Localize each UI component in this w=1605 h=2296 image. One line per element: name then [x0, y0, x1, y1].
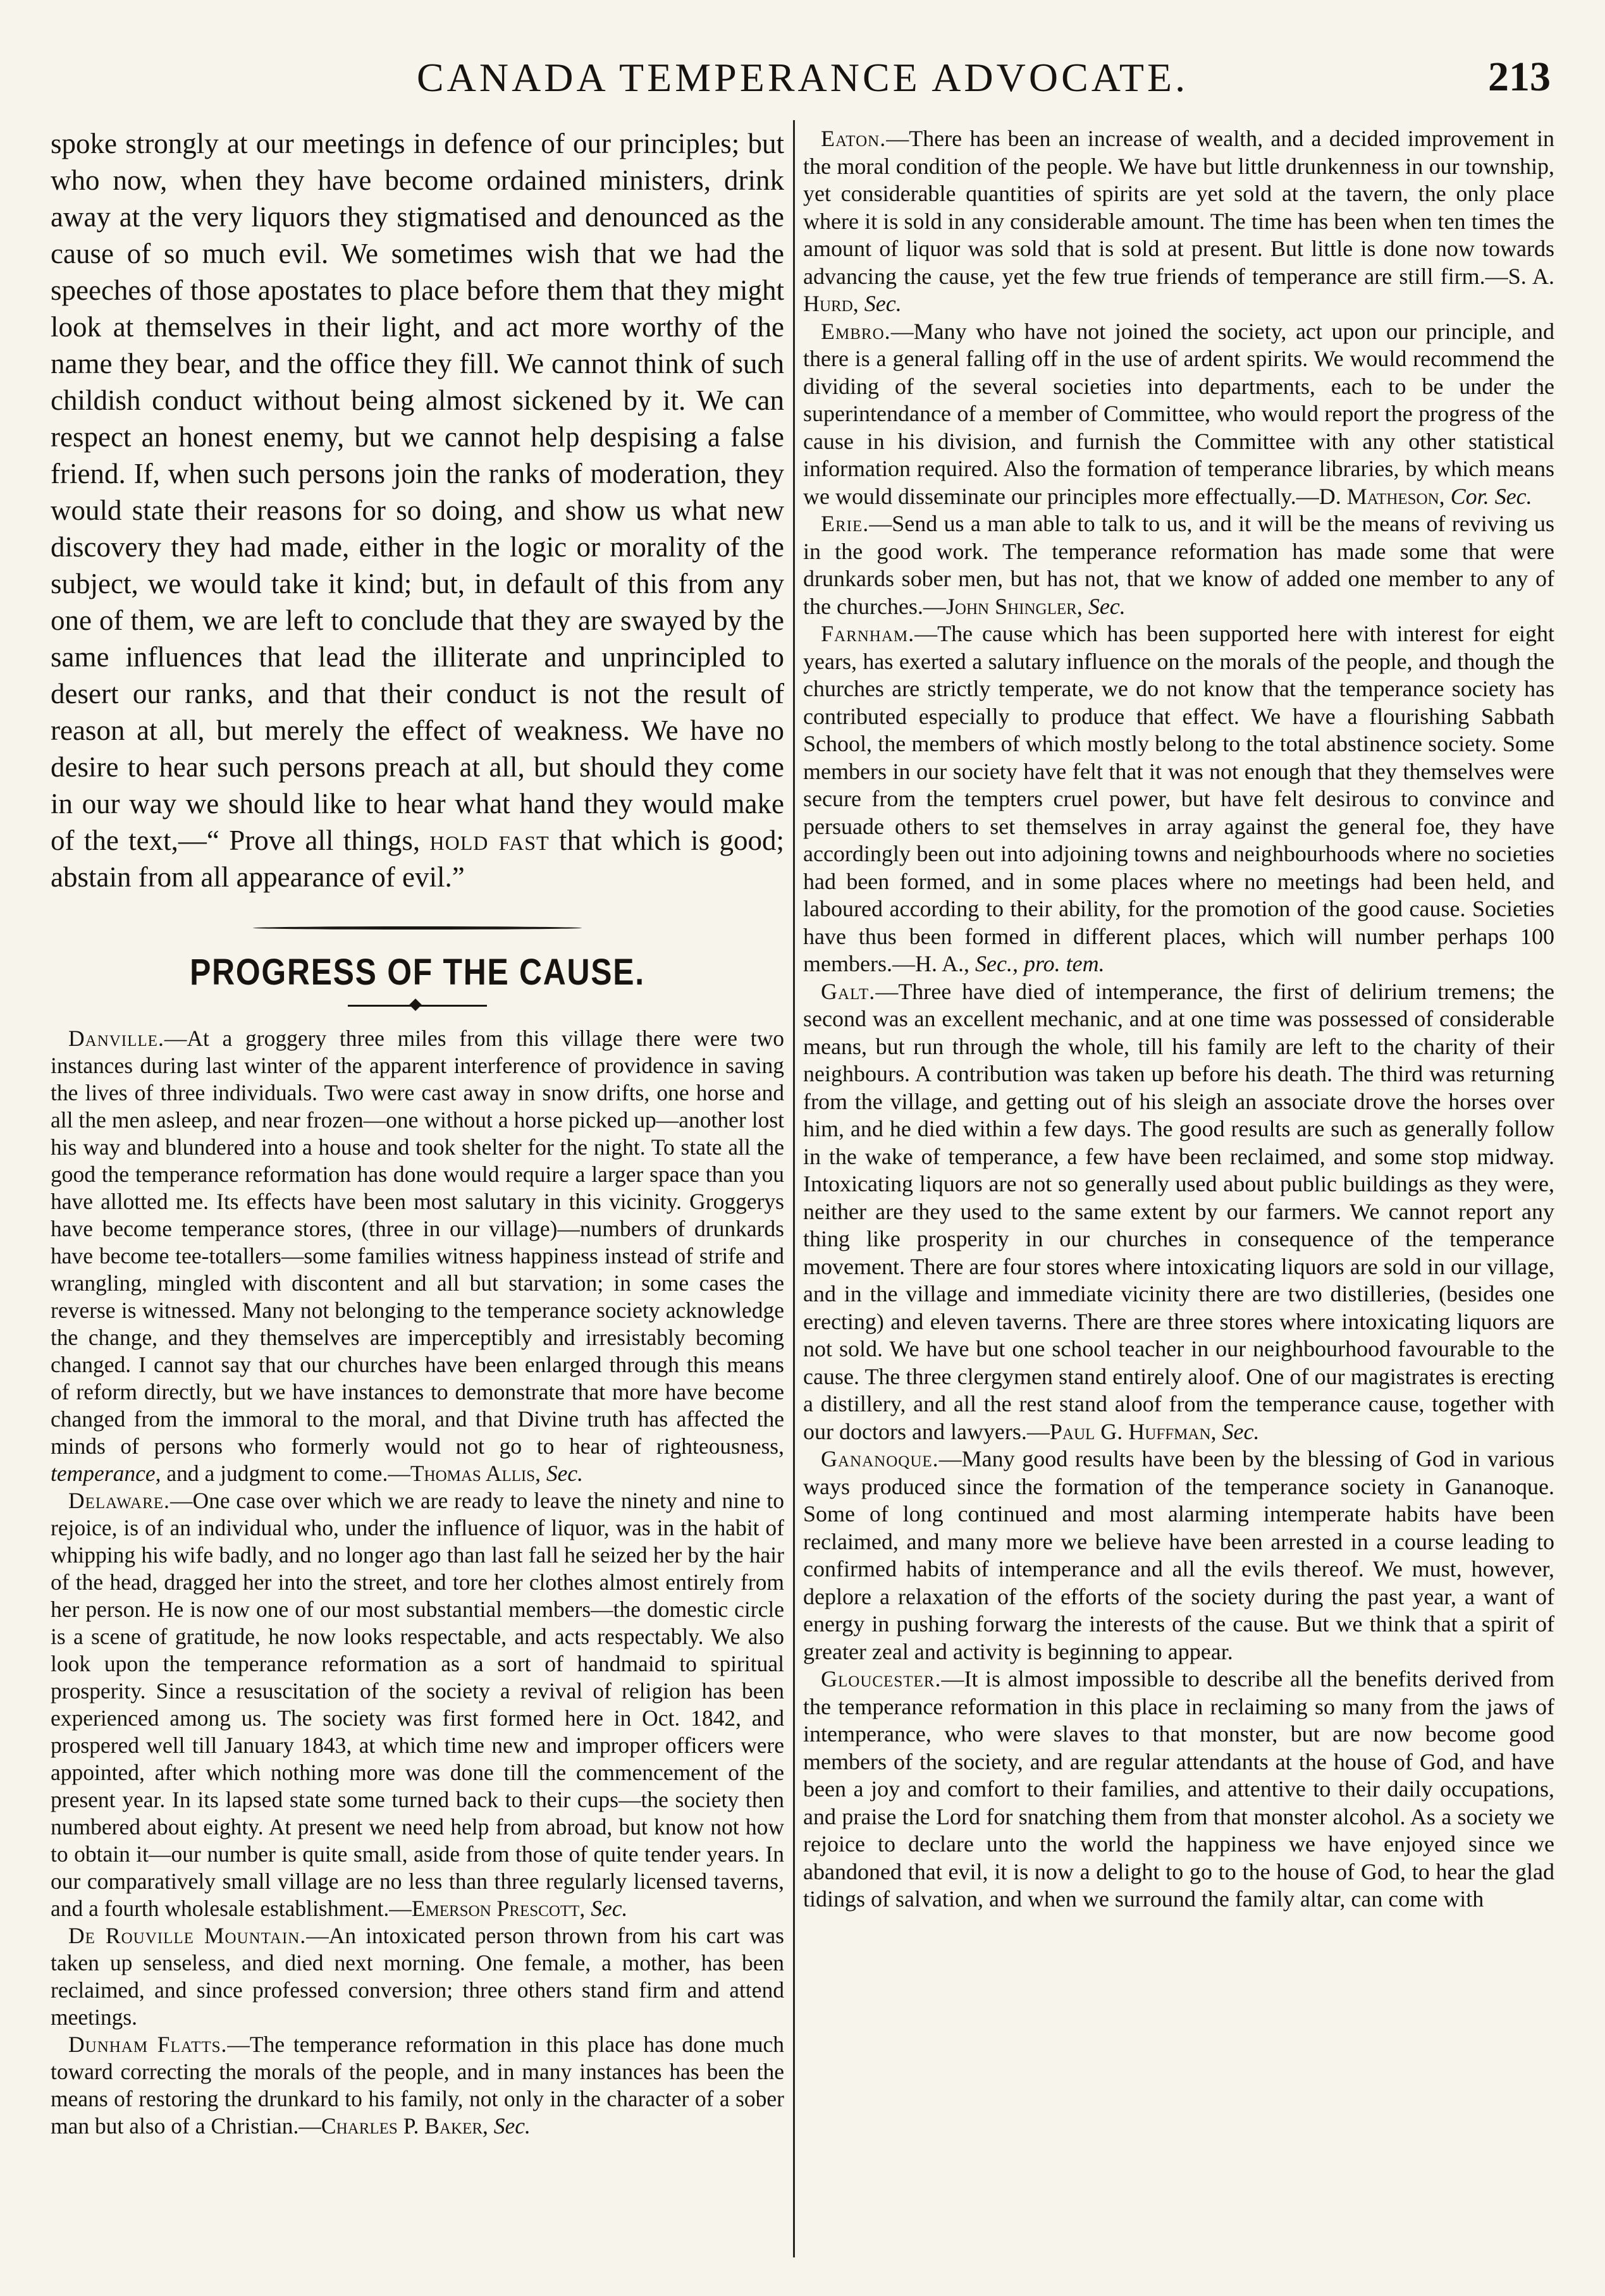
- page-header: [51, 49, 1554, 106]
- lead-paragraph: [51, 125, 784, 895]
- title-ornament: [348, 1000, 487, 1011]
- entry-text: —The cause which has been supported here with interest for eight years, has exerted a salutary influence on the morals of the people, and though the churches are strictly temperate, we do not know that the temperance society has contributed especially to produce that effect. We have a flourishing Sabbath School, the members of which mostly belong to the total abstinence society. Some members in our society have felt that it was not enough that they themselves were secure from the tempters cruel power, but have felt desirous to convince and persuade others to set themselves in array against the general foe, they have accordingly been out into adjoining towns and neighbourhoods where no societies had been formed, and in some places where no meetings had been held, and laboured according to their ability, for the promotion of the good cause. Societies have thus been formed in different places, which will number perhaps 100 members.—: [803, 621, 1554, 976]
- report-entry: [51, 2031, 784, 2140]
- right-column: [803, 125, 1554, 1913]
- entry-role: Sec., pro. tem.: [975, 951, 1105, 976]
- left-column: [51, 125, 784, 2140]
- entry-text: —At a groggery three miles from this village there were two instances during last winter of the apparent interference of providence in saving the lives of three individuals. Two were cast away in snow drifts, one horse and all the men asleep, and near frozen—one without a horse picked up—another lost his way and blundered into a house and took shelter for the night. To state all the good the temperance reformation has done would require a larger space than you have allotted me. Its effects have been most salutary in this vicinity. Groggerys have become temperance stores, (three in our village)—numbers of drunkards have become tee-totallers—some families witness happiness instead of strife and wrangling, mingled with discontent and all but starvation; in some cases the reverse is witnessed. Many not belonging to the temperance society acknowledge the change, and they themselves are imperceptibly and irresistably becoming changed. I cannot say that our churches have been enlarged through this means of reform directly, but we have instances to demonstrate that more have become changed from the immoral to the moral, and that Divine truth has affected the minds of persons who formerly would not go to hear of righteousness,: [51, 1026, 784, 1459]
- section-title: PROGRESS OF THE CAUSE.: [190, 952, 645, 993]
- entry-role: Sec.: [591, 1896, 628, 1921]
- entry-text: —An intoxicated person thrown from his cart was taken up senseless, and died next morning. One female, a mother, has been reclaimed, and since professed conversion; three others stand firm and attend meetings.: [51, 1923, 784, 2030]
- entry-signature: Thomas Allis,: [410, 1461, 541, 1486]
- entry-role: Sec.: [546, 1461, 584, 1486]
- entry-place: Danville.: [68, 1026, 164, 1051]
- entry-place: De Rouville Mountain.: [68, 1923, 307, 1948]
- entry-text: —Send us a man able to talk to us, and it will be the means of reviving us in the good work. The temperance reformation has made some that were drunkards sober men, but has not, that we know of added one member to any of the churches.—: [803, 511, 1554, 619]
- entry-signature: D. Matheson,: [1319, 483, 1445, 509]
- report-entry: [51, 1922, 784, 2031]
- entry-text: —There has been an increase of wealth, and a decided improvement in the moral condition of the people. We have but little drunkenness in our township, yet considerable quantities of spirits are yet sold at the tavern, the only place where it is sold in any considerable amount. The time has been when ten times the amount of liquor was sold that is sold at present. But little is done now towards advancing the cause, yet the few true friends of temperance are still firm.—: [803, 126, 1554, 289]
- entry-text: —Three have died of intemperance, the first of delirium tremens; the second was an excellent mechanic, and at one time was possessed of considerable means, but run through the whole, till his family are left to the charity of their neighbours. A contribution was taken up before his death. The third was returning from the village, and getting out of his sleigh an associate drove the horses over him, and he died within a few days. The good results are such as generally follow in the wake of temperance, a few have been reclaimed, and some stop midway. Intoxicating liquors are not so generally used about public buildings as they were, neither are they used to the same extent by our farmers. We cannot report any thing like prosperity in our churches in consequence of the temperance movement. There are four stores where intoxicating liquors are sold in our village, and in the village and immediate vicinity there are two distilleries, (besides one erecting) and eleven taverns. There are three stores where intoxicating liquors are not sold. We have but one school teacher in our neighbourhood favourable to the cause. The three clergymen stand entirely aloof. One of our magistrates is erecting a distillery, and all the rest stand aloof from the temperance cause, together with our doctors and lawyers.—: [803, 978, 1554, 1444]
- lead-emphasis: hold fast: [429, 825, 550, 856]
- entry-signature: Emerson Prescott,: [411, 1896, 586, 1921]
- report-entry: [51, 1487, 784, 1922]
- entry-italic: temperance,: [51, 1461, 161, 1486]
- report-entry: [803, 1446, 1554, 1666]
- entry-signature: John Shingler,: [945, 593, 1083, 619]
- entry-place: Embro.: [821, 318, 891, 344]
- entry-text: —Many who have not joined the society, act upon our principle, and there is a general falling off in the use of ardent spirits. We would recommend the dividing of the several societies into departments, each to be under the superintendance of a member of Committee, who would report the progress of the cause in his division, and furnish the Committee with any other statistical information required. Also the formation of temperance libraries, by which means we would disseminate our principles more effectually.—: [803, 318, 1554, 509]
- entry-role: Sec.: [1088, 593, 1126, 619]
- entry-place: Delaware.: [68, 1488, 170, 1513]
- entry-role: Cor. Sec.: [1450, 483, 1532, 509]
- entry-role: Sec.: [1222, 1418, 1260, 1444]
- lead-text-a: spoke strongly at our meetings in defence of our principles; but who now, when they have become ordained ministers, drink away at the very liquors they stigmatised and denounced as the cause of so much evil. We sometimes wish that we had the speeches of those apostates to place before them that they might look at themselves in their light, and act more worthy of the name they bear, and the office they fill. We cannot think of such childish conduct without being almost sickened by it. We can respect an honest enemy, but we cannot help despising a false friend. If, when such persons join the ranks of moderation, they would state their reasons for so doing, and show us what new discovery they had made, either in the logic or morality of the subject, we would take it kind; but, in default of this from any one of them, we are left to conclude that they are swayed by the same influences that lead the illiterate and unprincipled to desert our ranks, and that their conduct is not the result of reason at all, but merely the effect of weakness. We have no desire to hear such persons preach at all, but should they come in our way we should like to hear what hand they would make of the text,—“ Prove all things,: [51, 128, 784, 856]
- report-entry: [51, 1025, 784, 1487]
- entry-place: Eaton.: [821, 126, 887, 151]
- entry-place: Erie.: [821, 511, 870, 536]
- report-entry: [803, 978, 1554, 1446]
- entry-signature: H. A.,: [914, 951, 969, 976]
- entry-place: Gananoque.: [821, 1446, 939, 1471]
- running-title: CANADA TEMPERANCE ADVOCATE.: [416, 55, 1189, 100]
- entry-role: Sec.: [864, 291, 902, 316]
- page-number: 213: [1488, 54, 1551, 100]
- entry-role: Sec.: [493, 2113, 531, 2139]
- entry-place: Galt.: [821, 978, 876, 1004]
- entry-place: Gloucester.: [821, 1666, 942, 1691]
- entry-text-b: and a judgment to come.—: [166, 1461, 410, 1486]
- section-divider: [253, 923, 582, 932]
- entry-place: Farnham.: [821, 621, 915, 646]
- entry-text: —One case over which we are ready to leave the ninety and nine to rejoice, is of an individual who, under the influence of liquor, was in the habit of whipping his wife badly, and no longer ago than last fall he seized her by the hair of the head, dragged her into the street, and tore her clothes almost entirely from her person. He is now one of our most substantial members—the domestic circle is a scene of gratitude, he now looks respectable, and acts respectably. We also look upon the temperance reformation as a sort of handmaid to spiritual prosperity. Since a resuscitation of the society a revival of religion has been experienced among us. The society was first formed here in Oct. 1842, and prospered well till January 1843, at which time new and improper officers were appointed, after which nothing more was done till the commencement of the present year. In its lapsed state some turned back to their cups—the society then numbered about eighty. At present we need help from abroad, but know not how to obtain it—our number is quite small, aside from those of quite tender years. In our comparatively small village are no less than three regularly licensed taverns, and a fourth wholesale establishment.—: [51, 1488, 784, 1921]
- entry-place: Dunham Flatts.: [68, 2032, 228, 2057]
- report-entry: [803, 318, 1554, 511]
- lead-text-b: that which is good; abstain from all appearance of evil.”: [51, 825, 785, 893]
- column-divider: [793, 120, 795, 2257]
- report-entry: [803, 620, 1554, 978]
- entry-signature: S. A. Hurd,: [803, 263, 1554, 316]
- entry-signature: Paul G. Huffman,: [1049, 1418, 1217, 1444]
- lead-text: [51, 125, 784, 895]
- entry-text: —Many good results have been by the blessing of God in various ways produced since the formation of the temperance society in Gananoque. Some of long continued and most alarming intemperate habits have been reclaimed, and many more we believe have been arrested in a course leading to confirmed habits of intemperance and all the evils thereof. We must, however, deplore a relaxation of the efforts of the society during the past year, a want of energy in pushing forwarg the interests of the cause. But we think that a spirit of greater zeal and activity is beginning to appear.: [803, 1446, 1554, 1664]
- report-entry: [803, 125, 1554, 318]
- entry-text: —The temperance reformation in this place has done much toward correcting the morals of the people, and in many instances has been the means of restoring the drunkard to his family, not only in the character of a sober man but also of a Christian.—: [51, 2032, 784, 2139]
- entry-signature: Charles P. Baker,: [321, 2113, 488, 2139]
- report-entry: [803, 1666, 1554, 1913]
- entry-text: —It is almost impossible to describe all the benefits derived from the temperance reformation in this place in reclaiming so many from the jaws of intemperance, who were slaves to that monster, but are now become good members of the society, and are regular attendants at the house of God, and have been a joy and comfort to their families, and attentive to their daily occupations, and praise the Lord for snatching them from that monster alcohol. As a society we rejoice to declare unto the world the happiness we have enjoyed since we abandoned that evil, it is now a delight to go to the house of God, to hear the glad tidings of salvation, and when we surround the family altar, can come with: [803, 1666, 1554, 1912]
- report-entry: [803, 510, 1554, 620]
